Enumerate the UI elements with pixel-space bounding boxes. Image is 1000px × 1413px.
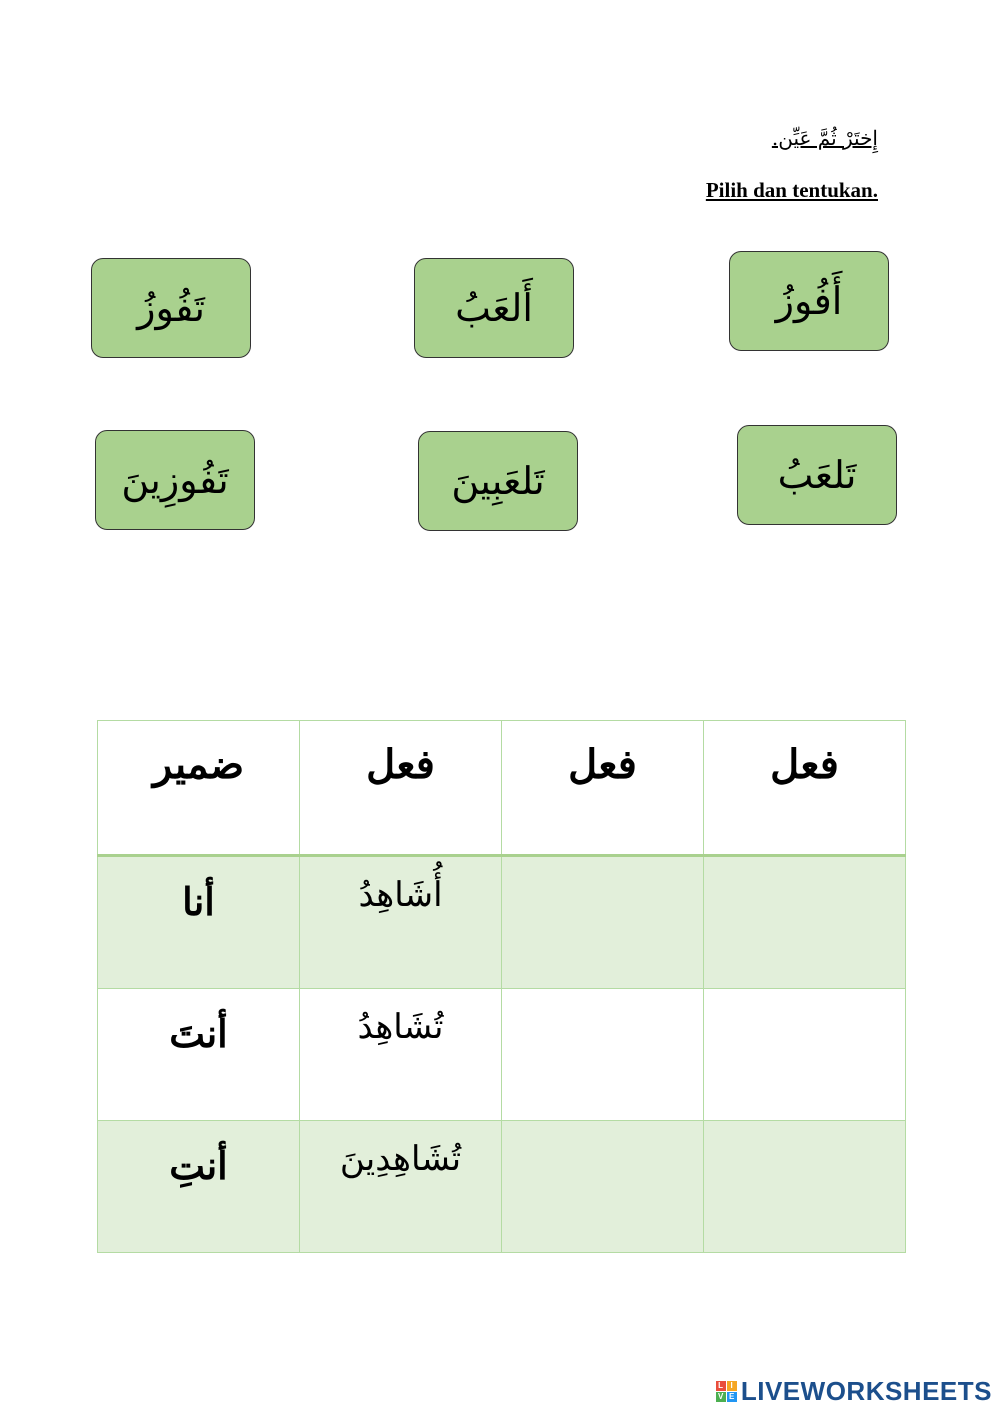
brand-name: LIVEWORKSHEETS <box>740 1376 992 1406</box>
drop-zone[interactable] <box>502 856 704 989</box>
table-row <box>98 989 906 1121</box>
table-header-row <box>98 721 906 856</box>
drop-zone-area[interactable] <box>502 857 703 988</box>
drag-card-tafuzu[interactable]: تَفُوزُ <box>91 258 251 358</box>
drag-card-afuzu[interactable]: أَفُوزُ <box>729 251 889 351</box>
pronoun-cell <box>98 989 300 1121</box>
header-verb-3-label: فعل <box>770 741 839 788</box>
pronoun-cell <box>98 1121 300 1253</box>
pronoun-cell <box>98 856 300 989</box>
logo-tile-v: V <box>716 1392 726 1402</box>
verb-tushahidu: تُشَاهِدُ <box>357 1007 444 1047</box>
header-verb-3 <box>704 721 906 856</box>
drop-zone-area[interactable] <box>502 989 703 1120</box>
drop-zone[interactable] <box>704 1121 906 1253</box>
logo-tile-l: L <box>716 1381 726 1391</box>
instruction-malay: Pilih dan tentukan. <box>705 178 878 202</box>
header-verb-2-label: فعل <box>568 741 637 788</box>
header-pronoun-label: ضمير <box>152 741 245 788</box>
verb-cell <box>300 989 502 1121</box>
drop-zone[interactable] <box>704 989 906 1121</box>
drag-card-tafuzina[interactable]: تَفُوزِينَ <box>95 430 255 530</box>
drop-zone-area[interactable] <box>502 1121 703 1252</box>
drop-zone[interactable] <box>502 1121 704 1253</box>
verb-ushahidu: أُشَاهِدُ <box>358 875 443 915</box>
verb-cell <box>300 856 502 989</box>
drag-card-talabina[interactable]: تَلعَبِينَ <box>418 431 578 531</box>
drop-zone-area[interactable] <box>704 1121 905 1252</box>
drag-card-talabu[interactable]: تَلعَبُ <box>737 425 897 525</box>
pronoun-anti: أنتِ <box>169 1143 228 1188</box>
instruction-arabic: إِختَرْ ثُمَّ عَيِّن. <box>771 126 878 150</box>
table-row <box>98 1121 906 1253</box>
header-verb-2 <box>502 721 704 856</box>
drop-zone[interactable] <box>704 856 906 989</box>
header-pronoun <box>98 721 300 856</box>
verb-tushahidina: تُشَاهِدِينَ <box>339 1139 462 1179</box>
drop-zone[interactable] <box>502 989 704 1121</box>
pronoun-ana: أنا <box>182 879 215 924</box>
drop-zone-area[interactable] <box>704 857 905 988</box>
liveworksheets-logo-icon <box>716 1381 737 1402</box>
header-verb-1-label: فعل <box>366 741 435 788</box>
logo-tile-i: I <box>727 1381 737 1391</box>
pronoun-anta: أنتَ <box>169 1011 228 1056</box>
logo-tile-e: E <box>727 1392 737 1402</box>
table-row <box>98 856 906 989</box>
header-verb-1 <box>300 721 502 856</box>
liveworksheets-brand <box>716 1376 992 1407</box>
verb-cell <box>300 1121 502 1253</box>
conjugation-table <box>97 720 906 1253</box>
drop-zone-area[interactable] <box>704 989 905 1120</box>
drag-card-alabu[interactable]: أَلعَبُ <box>414 258 574 358</box>
